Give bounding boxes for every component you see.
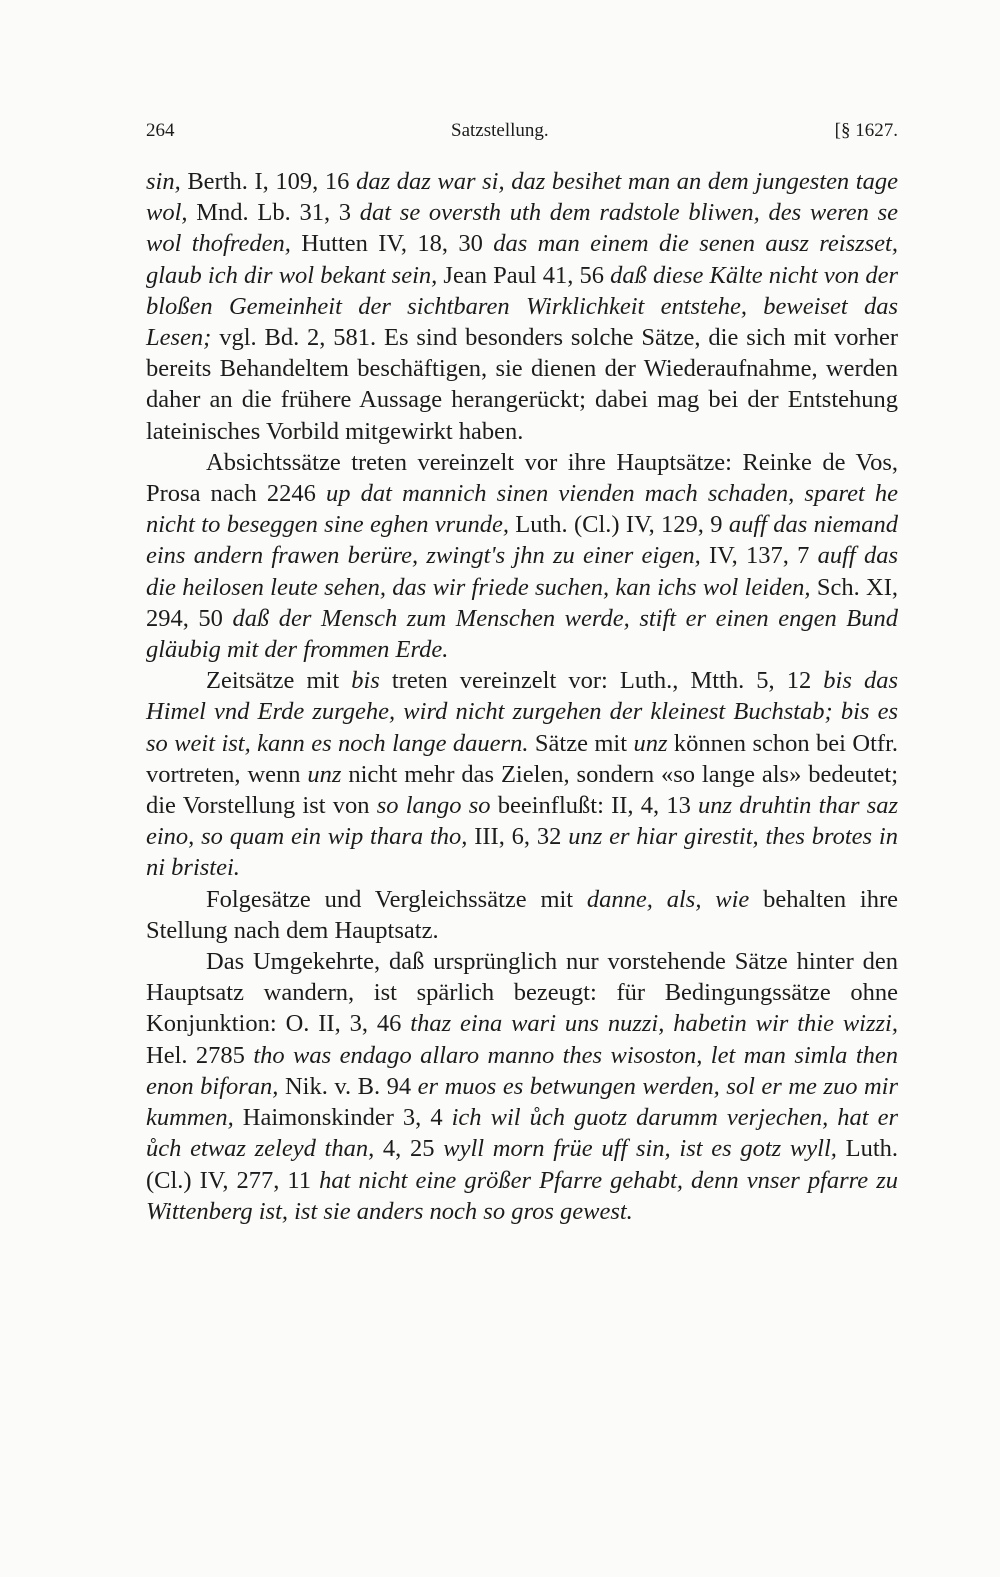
text-run: vgl. Bd. 2, 581. Es sind besonders solche Sätze, die sich mit vorher bereits Behandeltem beschäftigen, sie dienen der Wiederaufnahme, werden daher an die frühere Aussage herangerückt; dabei mag bei der Entstehung lateinisches Vorbild mitgewirkt haben. — [146, 324, 898, 445]
paragraph-continuation — [146, 166, 898, 447]
italic-quote: bis das Himel vnd Erde zurgehe, wird nicht zurgehen der kleinest Buchstab; bis es so weit ist, kann es noch lange dauern. — [146, 667, 898, 757]
text-run: Hutten IV, 18, 30 — [290, 230, 494, 258]
italic-quote: unz druhtin thar saz eino, so quam ein wip thara tho, — [146, 792, 899, 851]
text-run: Luth. (Cl.) IV, 277, 11 — [146, 1135, 898, 1194]
text-run: Berth. I, 109, 16 — [180, 168, 357, 195]
text-run: Luth. (Cl.) IV, 129, 9 — [508, 511, 729, 539]
italic-quote: bis — [351, 667, 380, 695]
text-run: Jean Paul 41, 56 — [437, 261, 611, 289]
italic-quote: daz daz war si, daz besihet man an dem jungesten tage wol, — [146, 168, 898, 227]
text-run: Sch. XI, 294, 50 — [146, 573, 898, 632]
running-title: Satzstellung. — [451, 120, 549, 141]
paragraph-folgesaetze — [146, 884, 898, 946]
section-number: [§ 1627. — [834, 120, 898, 141]
italic-quote: up dat mannich sinen vienden mach schaden, sparet he nicht to beseggen sine eghen vrunde, — [146, 480, 898, 539]
page-number: 264 — [146, 120, 175, 141]
italic-quote: unz — [633, 729, 668, 757]
page-header — [146, 116, 898, 146]
text-run: Haimonskinder 3, 4 — [233, 1104, 452, 1132]
paragraph-zeitsaetze — [146, 665, 898, 883]
text-run: behalten ihre Stellung nach dem Hauptsatz. — [146, 885, 898, 944]
italic-quote: daß der Mensch zum Menschen werde, stift er einen engen Bund gläubig mit der frommen Erde. — [146, 604, 898, 664]
italic-quote: tho was endago allaro manno thes wisoston, let man simla then enon biforan, — [146, 1041, 898, 1100]
paragraph-umgekehrte — [146, 946, 898, 1227]
text-run: III, 6, 32 — [467, 823, 569, 851]
text-run: Sätze mit — [528, 729, 634, 757]
text-run: Hel. 2785 — [146, 1041, 254, 1069]
text-run: Absichtssätze treten vereinzelt vor ihre Hauptsätze: Reinke de Vos, Prosa nach 2246 — [146, 448, 898, 508]
italic-quote: das man einem die senen ausz reiszset, glaub ich dir wol bekant sein, — [146, 230, 898, 289]
text-run: treten vereinzelt vor: Luth., Mtth. 5, 12 — [379, 667, 824, 695]
italic-quote: unz — [307, 760, 342, 788]
italic-quote: dat se oversth uth dem radstole bliwen, des weren se wol thofreden, — [146, 199, 899, 258]
italic-quote: auff das die heilosen leute sehen, das wir friede suchen, kan ichs wol leiden, — [146, 542, 898, 601]
text-run: beeinflußt: II, 4, 13 — [490, 792, 699, 820]
italic-quote: unz er hiar girestit, thes brotes in ni bristei. — [146, 823, 898, 882]
italic-quote: so lango so — [376, 792, 491, 820]
text-run: können schon bei Otfr. vortreten, wenn — [146, 729, 899, 788]
text-run: Zeitsätze mit — [206, 667, 352, 695]
text-run: Mnd. Lb. 31, 3 — [187, 199, 360, 227]
italic-quote: auff das niemand eins andern frawen berüre, zwingt's jhn zu einer eigen, — [146, 511, 898, 570]
text-run: 4, 25 — [374, 1135, 444, 1163]
italic-quote: daß diese Kälte nicht von der bloßen Gemeinheit der sichtbaren Wirklichkeit entstehe, beweiset das Lesen; — [146, 261, 898, 352]
text-run: Das Umgekehrte, daß ursprünglich nur vorstehende Sätze hinter den Hauptsatz wandern, ist spärlich bezeugt: für Bedingungssätze ohne Konjunktion: O. II, 3, 46 — [146, 948, 898, 1038]
italic-quote: ich wil ůch guotz darumm verjechen, hat er ůch etwaz zeleyd than, — [146, 1104, 898, 1163]
text-run: IV, 137, 7 — [700, 542, 818, 570]
italic-quote: er muos es betwungen werden, sol er me zuo mir kummen, — [146, 1072, 898, 1132]
italic-quote: thaz eina wari uns nuzzi, habetin wir thie wizzi, — [410, 1010, 898, 1038]
italic-quote: sin, — [146, 168, 181, 195]
paragraph-absichtssaetze — [146, 447, 898, 665]
italic-quote: hat nicht eine größer Pfarre gehabt, denn vnser pfarre zu Wittenberg ist, ist sie anders noch so gros gewest. — [146, 1166, 898, 1225]
page-body — [146, 166, 898, 1227]
italic-quote: wyll morn früe uff sin, ist es gotz wyll, — [443, 1135, 837, 1163]
text-run: nicht mehr das Zielen, sondern «so lange als» bedeutet; die Vorstellung ist von — [146, 760, 898, 820]
text-run: Folgesätze und Vergleichssätze mit — [206, 885, 587, 913]
italic-quote: danne, als, wie — [586, 885, 750, 913]
text-run: Nik. v. B. 94 — [278, 1072, 418, 1100]
